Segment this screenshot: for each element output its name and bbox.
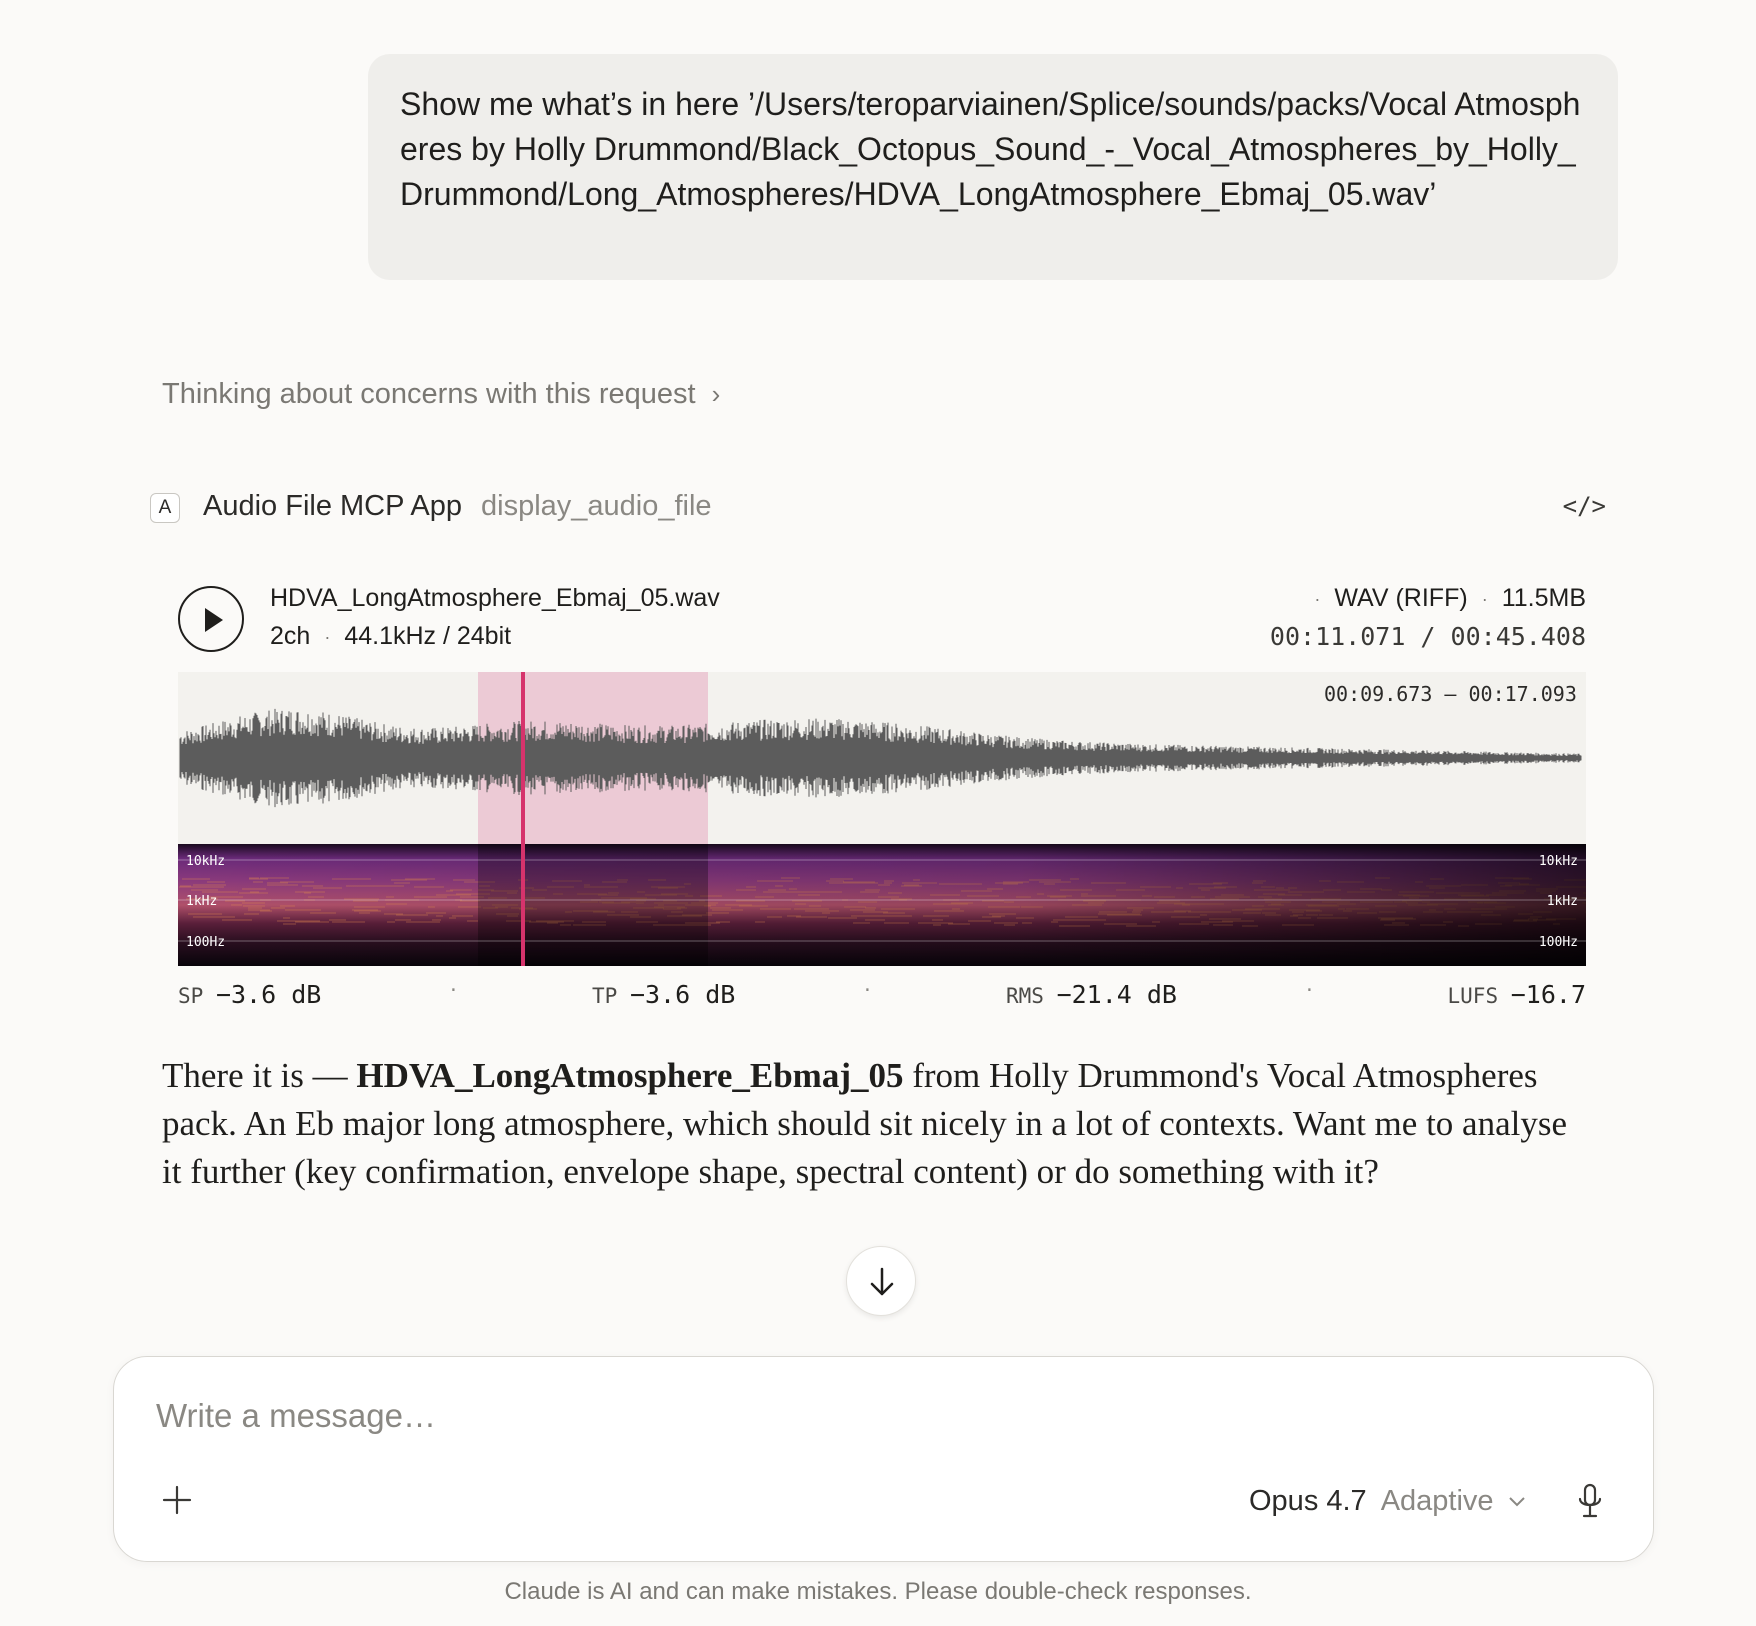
stat-label: TP bbox=[592, 984, 630, 1008]
sample-rate: 44.1kHz / 24bit bbox=[344, 622, 512, 650]
play-button[interactable] bbox=[178, 586, 244, 652]
plus-icon bbox=[162, 1485, 192, 1515]
stat-tp bbox=[592, 980, 735, 1009]
arrow-down-icon bbox=[869, 1267, 895, 1297]
stat-value: −16.7 bbox=[1510, 980, 1586, 1009]
play-icon bbox=[203, 607, 225, 633]
thinking-toggle[interactable] bbox=[162, 378, 720, 411]
file-format: WAV (RIFF) bbox=[1334, 584, 1468, 612]
file-size: 11.5MB bbox=[1501, 584, 1586, 612]
stat-sp bbox=[178, 980, 321, 1009]
response-text-1: There it is — bbox=[162, 1056, 357, 1095]
stat-label: RMS bbox=[1006, 984, 1057, 1008]
scroll-to-bottom-button[interactable] bbox=[846, 1246, 916, 1316]
stat-value: −3.6 dB bbox=[629, 980, 736, 1009]
model-selector[interactable] bbox=[1249, 1485, 1526, 1518]
chevron-down-icon bbox=[1508, 1496, 1526, 1508]
code-view-icon[interactable]: </> bbox=[1562, 492, 1606, 520]
freq-label: 1kHz bbox=[1546, 894, 1578, 909]
assistant-response bbox=[162, 1052, 1582, 1196]
playback-time: 00:11.071 / 00:45.408 bbox=[1269, 622, 1586, 651]
microphone-icon bbox=[1576, 1483, 1604, 1519]
file-format-info: · WAV (RIFF) · 11.5MB bbox=[1314, 584, 1586, 612]
spectrogram-fade bbox=[178, 844, 1586, 966]
stat-value: −3.6 dB bbox=[215, 980, 322, 1009]
freq-label: 1kHz bbox=[186, 894, 218, 909]
message-input[interactable]: Write a message… bbox=[156, 1397, 436, 1434]
spectrogram-selection bbox=[478, 844, 708, 966]
freq-label: 100Hz bbox=[1538, 935, 1578, 950]
user-message-text: Show me what’s in here ’/Users/teroparviainen/Splice/sounds/packs/Vocal Atmospheres by Holly Drummond/Black_Octopus_Sound_-_Vocal_Atmospheres_by_Holly_Drummond/Long_Atmospheres/HDVA_LongAtmosphere_Ebmaj_05.wav’ bbox=[400, 86, 1581, 212]
channels: 2ch bbox=[270, 622, 311, 650]
disclaimer: Claude is AI and can make mistakes. Please double-check responses. bbox=[504, 1578, 1252, 1605]
message-composer bbox=[113, 1356, 1654, 1562]
loudness-stats bbox=[178, 980, 1586, 1016]
stat-value: −21.4 dB bbox=[1056, 980, 1177, 1009]
stat-label: LUFS bbox=[1447, 984, 1511, 1008]
response-text-2: from Holly Drummond's Vocal Atmospheres pack. An Eb major long atmosphere, which should sit nicely in a lot of contexts. Want me to analyse it further (key confirmation, envelope shape, spectral content) or do something with it? bbox=[162, 1056, 1567, 1191]
thinking-label: Thinking about concerns with this request bbox=[162, 378, 696, 410]
spectrogram-view[interactable] bbox=[178, 844, 1586, 966]
response-filename: HDVA_LongAtmosphere_Ebmaj_05 bbox=[356, 1056, 904, 1095]
tool-call-header bbox=[150, 490, 1606, 530]
user-message-bubble bbox=[368, 54, 1618, 280]
freq-label: 10kHz bbox=[1538, 854, 1578, 869]
audio-meta: 2ch · 44.1kHz / 24bit bbox=[270, 622, 512, 650]
model-name: Opus 4.7 bbox=[1249, 1485, 1367, 1517]
freq-label: 100Hz bbox=[186, 935, 226, 950]
chevron-right-icon: › bbox=[711, 379, 721, 409]
audio-player-header bbox=[178, 582, 1586, 658]
stat-lufs bbox=[1448, 980, 1586, 1009]
microphone-button[interactable] bbox=[1576, 1483, 1604, 1524]
stat-rms bbox=[1006, 980, 1177, 1009]
stat-separator: · bbox=[1304, 980, 1315, 1001]
spectrogram-playhead bbox=[521, 844, 525, 966]
spectrogram-graphic bbox=[178, 844, 1586, 966]
app-name: Audio File MCP App bbox=[203, 490, 462, 522]
tool-name: display_audio_file bbox=[481, 490, 712, 522]
stat-label: SP bbox=[178, 984, 216, 1008]
stat-separator: · bbox=[448, 980, 459, 1001]
add-attachment-button[interactable] bbox=[162, 1485, 192, 1520]
stat-separator: · bbox=[862, 980, 873, 1001]
waveform-path bbox=[180, 709, 1581, 807]
model-mode: Adaptive bbox=[1380, 1485, 1494, 1517]
freq-label: 10kHz bbox=[186, 854, 226, 869]
selection-range: 00:09.673 – 00:17.093 bbox=[1324, 682, 1577, 706]
audio-filename: HDVA_LongAtmosphere_Ebmaj_05.wav bbox=[270, 584, 720, 612]
playhead bbox=[521, 672, 525, 844]
app-badge-icon: A bbox=[150, 493, 180, 523]
